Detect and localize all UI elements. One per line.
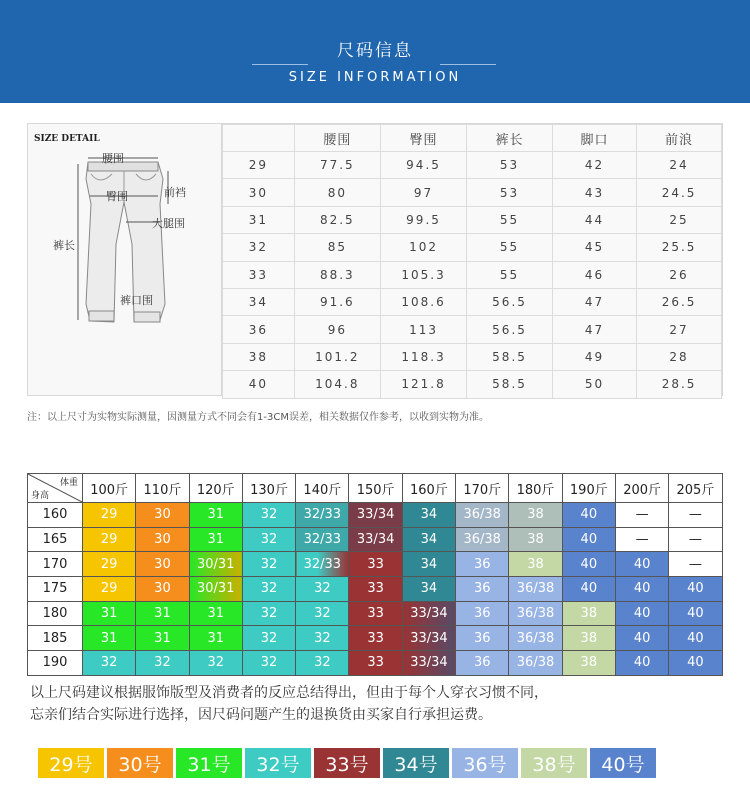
cell: 26.5 bbox=[637, 288, 722, 315]
label-waist: 腰围 bbox=[102, 152, 124, 165]
size-cell: 32 bbox=[242, 601, 295, 626]
size-cell: 31 bbox=[189, 601, 242, 626]
size-cell: 38 bbox=[562, 626, 615, 651]
size-cell: 40 bbox=[615, 626, 668, 651]
cell: 118.3 bbox=[380, 343, 466, 370]
size-detail-section bbox=[27, 123, 723, 396]
size-cell: 36/38 bbox=[456, 503, 509, 528]
size-cell: 36 bbox=[456, 626, 509, 651]
cell: 42 bbox=[552, 152, 636, 179]
size-cell: 34 bbox=[402, 552, 455, 577]
size-cell: 31 bbox=[83, 626, 136, 651]
size-cell: 33/34 bbox=[349, 503, 402, 528]
table-row bbox=[223, 316, 722, 343]
corner-cell bbox=[28, 474, 83, 503]
weight-header: 110斤 bbox=[136, 474, 189, 503]
size-cell: 40 bbox=[562, 577, 615, 602]
size-cell: 30 bbox=[136, 577, 189, 602]
cell: 31 bbox=[223, 206, 295, 233]
cell: 96 bbox=[294, 316, 380, 343]
table-row bbox=[223, 288, 722, 315]
cell: 97 bbox=[380, 179, 466, 206]
cell: 47 bbox=[552, 316, 636, 343]
cell: 45 bbox=[552, 234, 636, 261]
size-cell: 33/34 bbox=[349, 527, 402, 552]
weight-header: 170斤 bbox=[456, 474, 509, 503]
legend-chip-34: 34号 bbox=[383, 748, 449, 778]
cell: 88.3 bbox=[294, 261, 380, 288]
size-detail-table bbox=[222, 124, 722, 399]
cell: 25 bbox=[637, 206, 722, 233]
page-title: 尺码信息 bbox=[337, 41, 413, 61]
height-cell: 175 bbox=[28, 577, 83, 602]
size-cell: 40 bbox=[562, 527, 615, 552]
cell: 28.5 bbox=[637, 371, 722, 398]
weight-header: 190斤 bbox=[562, 474, 615, 503]
size-cell: 31 bbox=[189, 503, 242, 528]
size-cell: — bbox=[669, 503, 722, 528]
label-hip: 臀围 bbox=[106, 190, 128, 203]
size-cell: 32 bbox=[242, 527, 295, 552]
cell: 53 bbox=[467, 179, 553, 206]
size-cell: 36/38 bbox=[456, 527, 509, 552]
size-cell: 38 bbox=[509, 552, 562, 577]
size-cell: 33/34 bbox=[402, 601, 455, 626]
page-subtitle: SIZE INFORMATION bbox=[288, 70, 462, 85]
size-cell: 33 bbox=[349, 626, 402, 651]
size-cell: 32/33 bbox=[296, 503, 349, 528]
size-cell: 32 bbox=[242, 503, 295, 528]
height-cell: 170 bbox=[28, 552, 83, 577]
table-row bbox=[28, 552, 723, 577]
legend-chip-31: 31号 bbox=[176, 748, 242, 778]
size-cell: 33/34 bbox=[402, 651, 455, 676]
label-front-rise: 前裆 bbox=[164, 186, 186, 199]
size-cell: 31 bbox=[136, 601, 189, 626]
size-cell: 38 bbox=[562, 651, 615, 676]
legend-chip-29: 29号 bbox=[38, 748, 104, 778]
cell: 94.5 bbox=[380, 152, 466, 179]
size-cell: 36 bbox=[456, 601, 509, 626]
corner-height-label: 身高 bbox=[31, 491, 50, 501]
table-row bbox=[223, 179, 722, 206]
cell: 101.2 bbox=[294, 343, 380, 370]
cell: 108.6 bbox=[380, 288, 466, 315]
cell: 121.8 bbox=[380, 371, 466, 398]
size-cell: 34 bbox=[402, 527, 455, 552]
cell: 55 bbox=[467, 261, 553, 288]
cell: 44 bbox=[552, 206, 636, 233]
label-length: 裤长 bbox=[53, 239, 75, 252]
size-cell: 40 bbox=[615, 552, 668, 577]
size-cell: 32 bbox=[242, 552, 295, 577]
table-row bbox=[223, 234, 722, 261]
size-cell: 40 bbox=[615, 577, 668, 602]
size-cell: 36 bbox=[456, 651, 509, 676]
cell: 105.3 bbox=[380, 261, 466, 288]
table-row bbox=[223, 206, 722, 233]
title-divider-right bbox=[440, 64, 496, 65]
cell: 50 bbox=[552, 371, 636, 398]
size-cell: 31 bbox=[189, 626, 242, 651]
size-cell: 29 bbox=[83, 577, 136, 602]
size-cell: 30 bbox=[136, 503, 189, 528]
size-cell: 32 bbox=[136, 651, 189, 676]
header-cell: 前浪 bbox=[637, 125, 722, 152]
cell: 58.5 bbox=[467, 343, 553, 370]
size-cell: 32 bbox=[296, 577, 349, 602]
cell: 91.6 bbox=[294, 288, 380, 315]
legend-chip-38: 38号 bbox=[521, 748, 587, 778]
size-cell: 30 bbox=[136, 527, 189, 552]
size-cell: — bbox=[669, 527, 722, 552]
cell: 40 bbox=[223, 371, 295, 398]
legend-chip-32: 32号 bbox=[245, 748, 311, 778]
size-cell: 34 bbox=[402, 503, 455, 528]
label-thigh: 大腿围 bbox=[152, 217, 185, 230]
legend-chip-30: 30号 bbox=[107, 748, 173, 778]
height-cell: 165 bbox=[28, 527, 83, 552]
size-cell: 40 bbox=[615, 601, 668, 626]
size-cell: 36 bbox=[456, 552, 509, 577]
cell: 24 bbox=[637, 152, 722, 179]
size-cell: 33 bbox=[349, 552, 402, 577]
size-cell: 40 bbox=[562, 503, 615, 528]
cell: 55 bbox=[467, 234, 553, 261]
size-cell: 33/34 bbox=[402, 626, 455, 651]
size-cell: 32/33 bbox=[296, 552, 349, 577]
size-cell: 32 bbox=[296, 601, 349, 626]
weight-header: 205斤 bbox=[669, 474, 722, 503]
cell: 104.8 bbox=[294, 371, 380, 398]
header-banner bbox=[0, 0, 750, 103]
cell: 30 bbox=[223, 179, 295, 206]
header-cell: 腰围 bbox=[294, 125, 380, 152]
size-cell: 40 bbox=[669, 626, 722, 651]
size-cell: 32 bbox=[296, 651, 349, 676]
cell: 102 bbox=[380, 234, 466, 261]
cell: 55 bbox=[467, 206, 553, 233]
measurement-note: 注：以上尺寸为实物实际测量，因测量方式不同会有1-3CM误差，相关数据仅作参考，以收到实物为准。 bbox=[27, 412, 489, 423]
size-cell: 31 bbox=[136, 626, 189, 651]
cell: 113 bbox=[380, 316, 466, 343]
size-cell: 40 bbox=[669, 577, 722, 602]
size-cell: 38 bbox=[562, 601, 615, 626]
size-cell: 36/38 bbox=[509, 626, 562, 651]
table-row bbox=[28, 503, 723, 528]
size-cell: 36/38 bbox=[509, 601, 562, 626]
cell: 53 bbox=[467, 152, 553, 179]
size-cell: — bbox=[615, 503, 668, 528]
size-cell: 36/38 bbox=[509, 577, 562, 602]
size-cell: 36 bbox=[456, 577, 509, 602]
weight-header: 130斤 bbox=[242, 474, 295, 503]
cell: 56.5 bbox=[467, 288, 553, 315]
cell: 77.5 bbox=[294, 152, 380, 179]
size-cell: 29 bbox=[83, 527, 136, 552]
height-cell: 185 bbox=[28, 626, 83, 651]
size-cell: — bbox=[669, 552, 722, 577]
cell: 28 bbox=[637, 343, 722, 370]
height-cell: 180 bbox=[28, 601, 83, 626]
label-leg-opening: 裤口围 bbox=[120, 294, 153, 307]
size-cell: 36/38 bbox=[509, 651, 562, 676]
cell: 34 bbox=[223, 288, 295, 315]
cell: 85 bbox=[294, 234, 380, 261]
size-cell: 40 bbox=[669, 601, 722, 626]
summary-line-2: 忘亲们结合实际进行选择，因尺码问题产生的退换货由买家自行承担运费。 bbox=[30, 707, 492, 723]
cell: 38 bbox=[223, 343, 295, 370]
size-cell: 33 bbox=[349, 601, 402, 626]
weight-header: 120斤 bbox=[189, 474, 242, 503]
weight-header-row bbox=[28, 474, 723, 503]
weight-header: 150斤 bbox=[349, 474, 402, 503]
cell: 25.5 bbox=[637, 234, 722, 261]
size-cell: 32 bbox=[242, 651, 295, 676]
size-cell: 40 bbox=[615, 651, 668, 676]
header-cell: 臀围 bbox=[380, 125, 466, 152]
cell: 24.5 bbox=[637, 179, 722, 206]
size-cell: 32 bbox=[189, 651, 242, 676]
table-row bbox=[223, 261, 722, 288]
table-row bbox=[28, 577, 723, 602]
size-cell: 29 bbox=[83, 503, 136, 528]
weight-height-table bbox=[27, 473, 723, 676]
table-row bbox=[28, 601, 723, 626]
table-row bbox=[223, 343, 722, 370]
cell: 36 bbox=[223, 316, 295, 343]
pants-figure-panel bbox=[28, 124, 222, 395]
size-cell: 38 bbox=[509, 503, 562, 528]
table-row bbox=[223, 371, 722, 398]
weight-header: 200斤 bbox=[615, 474, 668, 503]
size-cell: 30 bbox=[136, 552, 189, 577]
size-cell: 32 bbox=[296, 626, 349, 651]
size-cell: — bbox=[615, 527, 668, 552]
cell: 27 bbox=[637, 316, 722, 343]
size-cell: 38 bbox=[509, 527, 562, 552]
height-cell: 190 bbox=[28, 651, 83, 676]
cell: 32 bbox=[223, 234, 295, 261]
cell: 46 bbox=[552, 261, 636, 288]
weight-header: 140斤 bbox=[296, 474, 349, 503]
table-row bbox=[28, 527, 723, 552]
cell: 80 bbox=[294, 179, 380, 206]
cell: 33 bbox=[223, 261, 295, 288]
size-cell: 40 bbox=[562, 552, 615, 577]
cell: 99.5 bbox=[380, 206, 466, 233]
legend-chip-40: 40号 bbox=[590, 748, 656, 778]
table-row bbox=[28, 651, 723, 676]
weight-header: 180斤 bbox=[509, 474, 562, 503]
legend-chip-33: 33号 bbox=[314, 748, 380, 778]
height-cell: 160 bbox=[28, 503, 83, 528]
weight-header: 160斤 bbox=[402, 474, 455, 503]
size-cell: 30/31 bbox=[189, 552, 242, 577]
size-cell: 29 bbox=[83, 552, 136, 577]
size-cell: 31 bbox=[83, 601, 136, 626]
size-cell: 32 bbox=[242, 577, 295, 602]
header-cell: 脚口 bbox=[552, 125, 636, 152]
header-cell: 裤长 bbox=[467, 125, 553, 152]
cell: 29 bbox=[223, 152, 295, 179]
cell: 82.5 bbox=[294, 206, 380, 233]
size-cell: 33 bbox=[349, 577, 402, 602]
size-cell: 34 bbox=[402, 577, 455, 602]
size-cell: 32/33 bbox=[296, 527, 349, 552]
weight-header: 100斤 bbox=[83, 474, 136, 503]
pants-diagram-icon bbox=[28, 124, 222, 395]
cell: 49 bbox=[552, 343, 636, 370]
legend-chip-36: 36号 bbox=[452, 748, 518, 778]
figure-title: SIZE DETAIL bbox=[34, 134, 100, 144]
table-header-row bbox=[223, 125, 722, 152]
corner-weight-label: 体重 bbox=[59, 478, 78, 488]
summary-line-1: 以上尺码建议根据服饰版型及消费者的反应总结得出，但由于每个人穿衣习惯不同， bbox=[30, 685, 548, 701]
title-divider-left bbox=[252, 64, 308, 65]
size-cell: 32 bbox=[242, 626, 295, 651]
cell: 26 bbox=[637, 261, 722, 288]
summary-text bbox=[30, 682, 548, 726]
table-row bbox=[223, 152, 722, 179]
table-row bbox=[28, 626, 723, 651]
size-cell: 32 bbox=[83, 651, 136, 676]
size-cell: 40 bbox=[669, 651, 722, 676]
size-cell: 31 bbox=[189, 527, 242, 552]
size-cell: 30/31 bbox=[189, 577, 242, 602]
cell: 56.5 bbox=[467, 316, 553, 343]
cell: 43 bbox=[552, 179, 636, 206]
header-cell bbox=[223, 125, 295, 152]
cell: 58.5 bbox=[467, 371, 553, 398]
cell: 47 bbox=[552, 288, 636, 315]
size-color-legend bbox=[38, 748, 656, 778]
size-cell: 33 bbox=[349, 651, 402, 676]
